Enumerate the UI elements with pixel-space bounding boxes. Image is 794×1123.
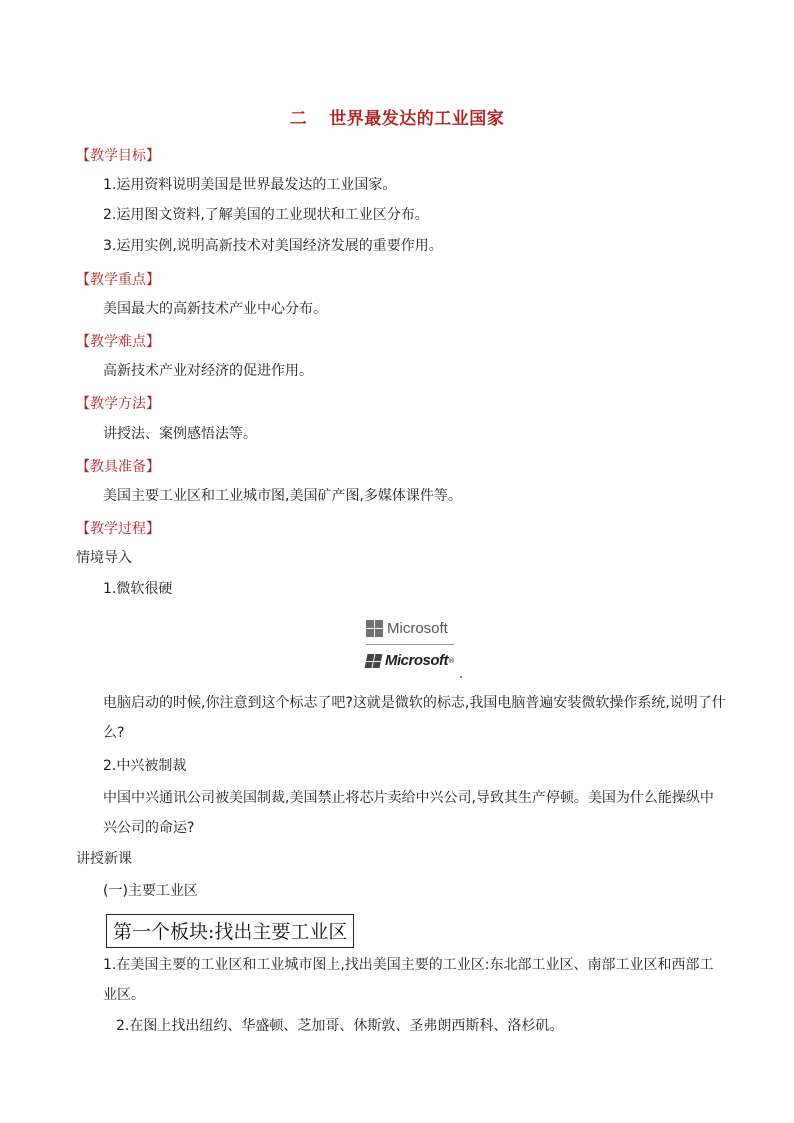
goal-item-2: 2.运用图文资料,了解美国的工业现状和工业区分布。 xyxy=(103,207,429,223)
logo-bottom-text: Microsoft xyxy=(385,652,448,669)
title-text: 世界最发达的工业国家 xyxy=(329,109,505,129)
windows-flag-icon xyxy=(365,654,384,668)
method-text: 讲授法、案例感悟法等。 xyxy=(103,426,257,442)
title-number: 二 xyxy=(289,109,308,129)
item1-title: 1.微软很硬 xyxy=(103,581,173,597)
paragraph-1-text: 电脑启动的时候,你注意到这个标志了吧?这就是微软的标志,我国电脑普遍安装微软操作系统,说明了什么? xyxy=(103,695,726,741)
microsoft-logo-top xyxy=(366,620,448,637)
section-box-label: 第一个板块:找出主要工业区 xyxy=(106,914,354,948)
microsoft-logo-bottom xyxy=(366,652,455,669)
prep-text: 美国主要工业区和工业城市图,美国矿产图,多媒体课件等。 xyxy=(103,488,462,504)
difficulty-heading: 【教学难点】 xyxy=(76,334,160,350)
task-1 xyxy=(76,950,726,1010)
process-heading: 【教学过程】 xyxy=(76,521,160,537)
paragraph-1 xyxy=(76,688,726,748)
goals-heading: 【教学目标】 xyxy=(76,148,160,164)
paragraph-2 xyxy=(76,783,726,843)
goal-item-3: 3.运用实例,说明高新技术对美国经济发展的重要作用。 xyxy=(103,238,443,254)
page-title xyxy=(0,104,794,129)
goal-item-1: 1.运用资料说明美国是世界最发达的工业国家。 xyxy=(103,177,397,193)
key-points-heading: 【教学重点】 xyxy=(76,272,160,288)
paragraph-2-text: 中国中兴通讯公司被美国制裁,美国禁止将芯片卖给中兴公司,导致其生产停顿。美国为什么能操纵中兴公司的命运? xyxy=(103,790,714,836)
new-lesson-label: 讲授新课 xyxy=(76,851,132,867)
difficulty-text: 高新技术产业对经济的促进作用。 xyxy=(103,363,313,379)
prep-heading: 【教具准备】 xyxy=(76,459,160,475)
section1-title: (一)主要工业区 xyxy=(103,883,198,899)
logo-top-text: Microsoft xyxy=(387,620,448,637)
intro-label: 情境导入 xyxy=(76,550,132,566)
windows-grid-icon xyxy=(366,620,383,637)
logo-divider xyxy=(366,644,454,645)
item2-title: 2.中兴被制裁 xyxy=(103,758,187,774)
decorative-dot xyxy=(460,676,462,678)
method-heading: 【教学方法】 xyxy=(76,396,160,412)
task-1-text: 1.在美国主要的工业区和工业城市图上,找出美国主要的工业区:东北部工业区、南部工业区和西部工业区。 xyxy=(103,957,714,1003)
task-2: 2.在图上找出纽约、华盛顿、芝加哥、休斯敦、圣弗朗西斯科、洛杉矶。 xyxy=(116,1018,564,1034)
trademark-icon: ® xyxy=(448,656,455,665)
key-points-text: 美国最大的高新技术产业中心分布。 xyxy=(103,301,327,317)
